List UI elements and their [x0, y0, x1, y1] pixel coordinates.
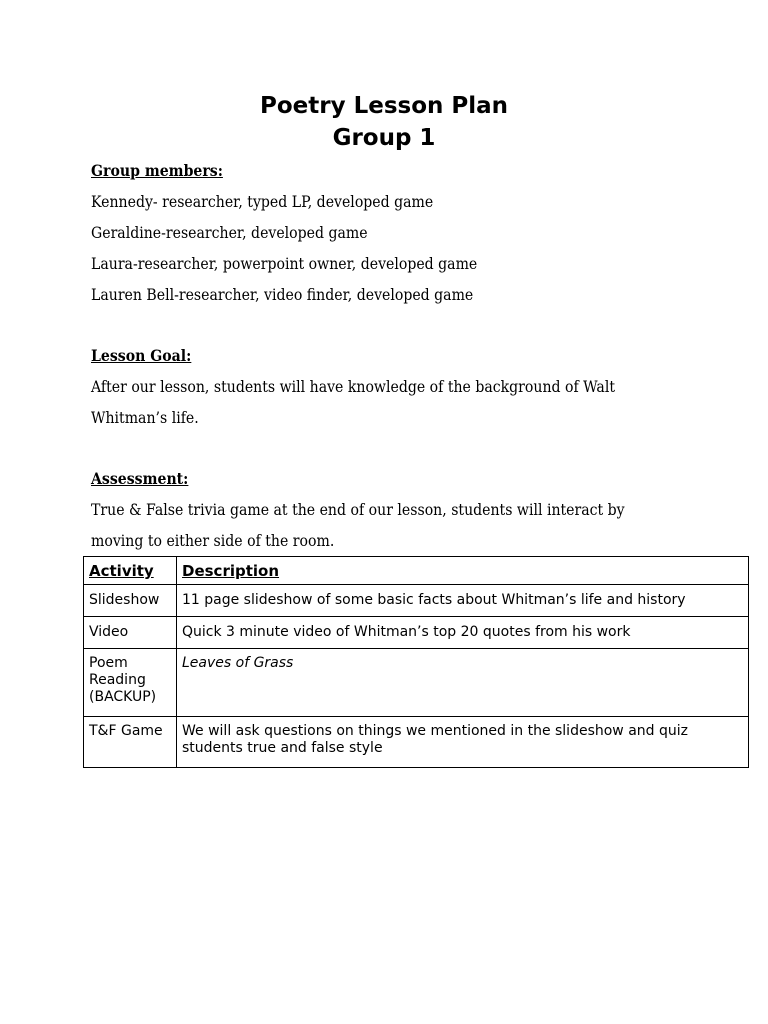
lesson-goal-heading: Lesson Goal:: [91, 346, 192, 365]
table-row: [84, 585, 749, 617]
activity-table: [83, 556, 749, 768]
group-member-line: Kennedy- researcher, typed LP, developed game: [91, 192, 434, 211]
table-header-row: [84, 557, 749, 585]
table-row: [84, 617, 749, 649]
lesson-goal-text: Whitman’s life.: [91, 408, 199, 427]
description-cell: 11 page slideshow of some basic facts about Whitman’s life and history: [177, 585, 749, 617]
table-row: [84, 649, 749, 717]
group-members-heading: Group members:: [91, 161, 223, 180]
column-header-description: Description: [177, 557, 749, 585]
group-member-line: Lauren Bell-researcher, video finder, developed game: [91, 285, 474, 304]
group-member-line: Laura-researcher, powerpoint owner, developed game: [91, 254, 478, 273]
activity-cell: T&F Game: [84, 717, 177, 768]
assessment-text: True & False trivia game at the end of our lesson, students will interact by: [91, 500, 625, 519]
activity-cell: Poem Reading (BACKUP): [84, 649, 177, 717]
activity-cell: Video: [84, 617, 177, 649]
description-cell: Leaves of Grass: [177, 649, 749, 717]
document-subtitle: Group 1: [332, 125, 436, 151]
activity-cell: Slideshow: [84, 585, 177, 617]
group-member-line: Geraldine-researcher, developed game: [91, 223, 368, 242]
table-row: [84, 717, 749, 768]
lesson-goal-text: After our lesson, students will have knowledge of the background of Walt: [91, 377, 615, 396]
description-cell: Quick 3 minute video of Whitman’s top 20 quotes from his work: [177, 617, 749, 649]
column-header-activity: Activity: [84, 557, 177, 585]
assessment-text: moving to either side of the room.: [91, 531, 335, 550]
document-title: Poetry Lesson Plan: [259, 93, 509, 119]
assessment-heading: Assessment:: [91, 469, 189, 488]
description-cell: We will ask questions on things we mentioned in the slideshow and quiz students true and false style: [177, 717, 749, 768]
